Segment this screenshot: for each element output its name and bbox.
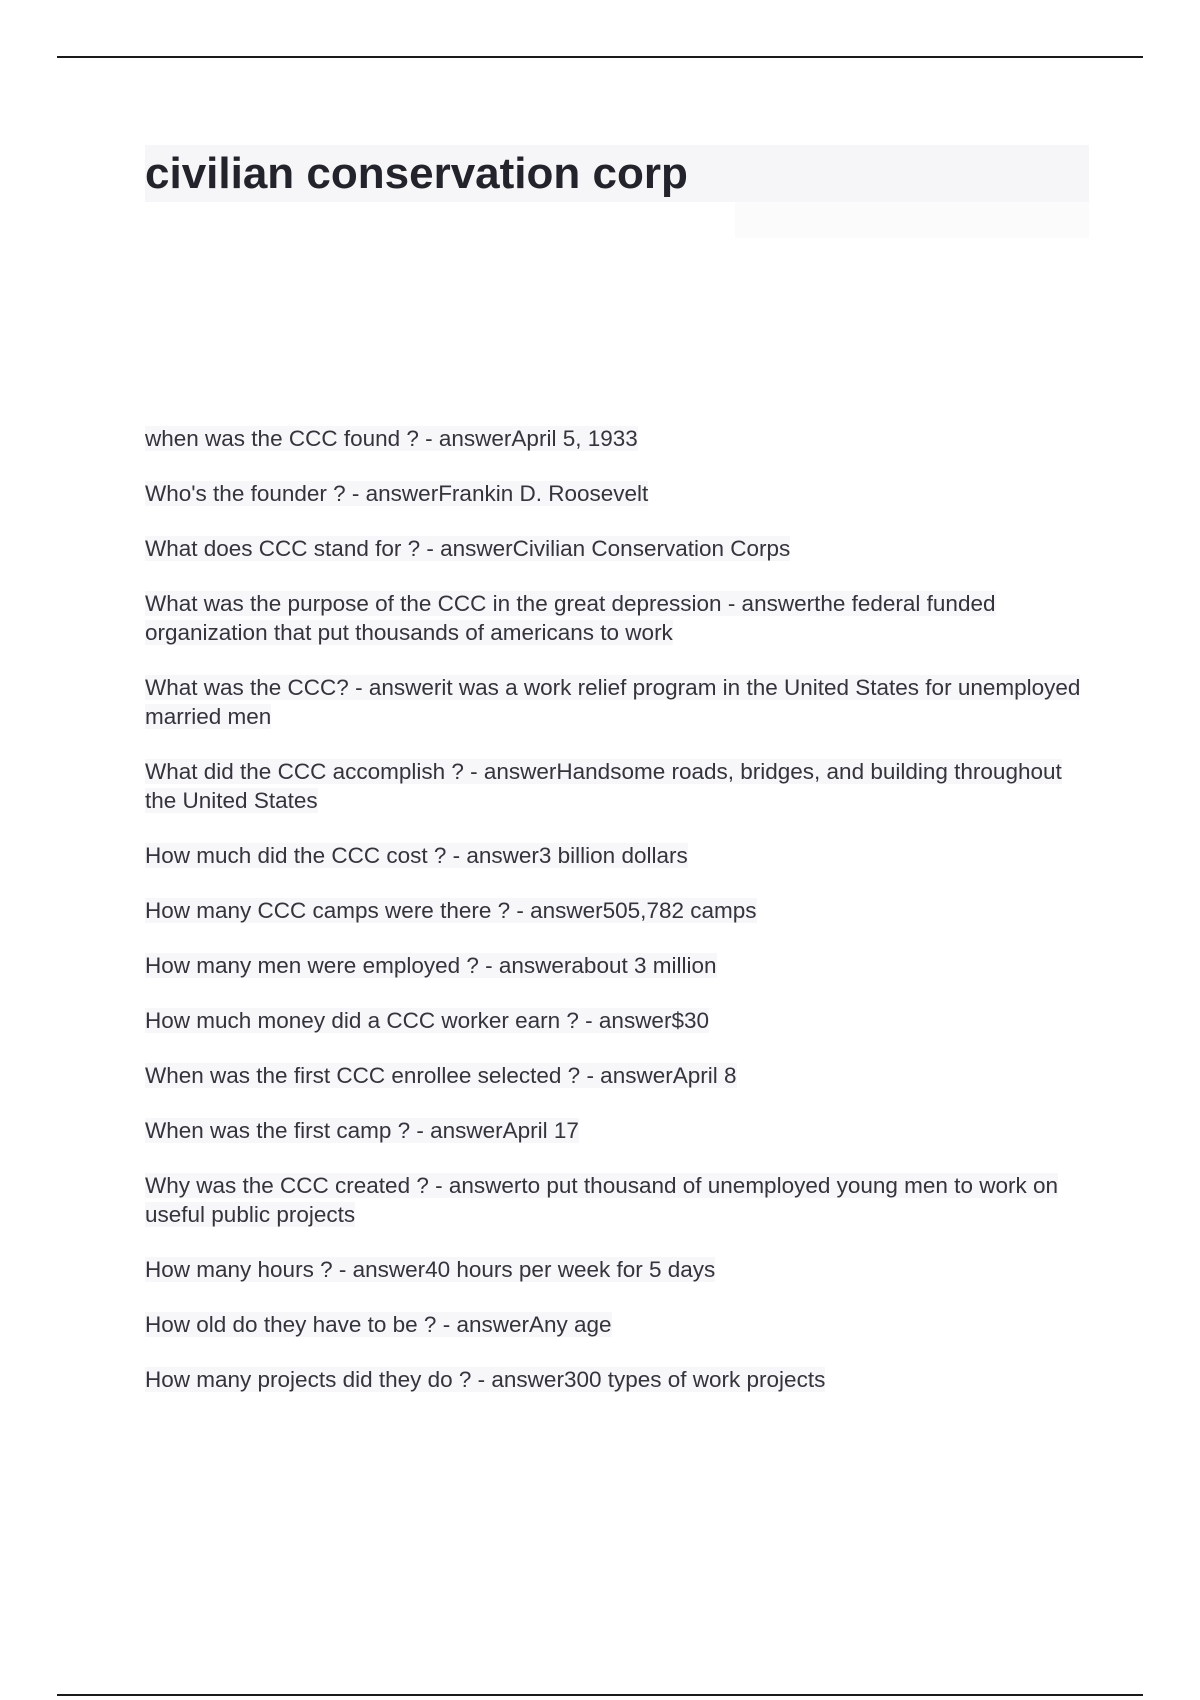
qa-text: How old do they have to be ? - answerAny age — [145, 1312, 612, 1337]
qa-item — [145, 1171, 1090, 1229]
qa-text: What was the CCC? - answerit was a work relief program in the United States for unemployed married men — [145, 675, 1081, 729]
qa-item — [145, 1061, 1090, 1090]
qa-text: How many hours ? - answer40 hours per week for 5 days — [145, 1257, 716, 1282]
qa-text: What did the CCC accomplish ? - answerHandsome roads, bridges, and building throughout the United States — [145, 759, 1062, 813]
qa-item — [145, 1365, 1090, 1394]
qa-item — [145, 951, 1090, 980]
qa-item — [145, 479, 1090, 508]
qa-text: When was the first camp ? - answerApril 17 — [145, 1118, 579, 1143]
title-highlight-tail — [735, 202, 1089, 238]
qa-item — [145, 673, 1090, 731]
qa-item — [145, 1310, 1090, 1339]
qa-text: How many CCC camps were there ? - answer505,782 camps — [145, 898, 757, 923]
qa-item — [145, 424, 1090, 453]
qa-item — [145, 589, 1090, 647]
qa-text: when was the CCC found ? - answerApril 5, 1933 — [145, 426, 638, 451]
qa-item — [145, 1255, 1090, 1284]
qa-list — [145, 424, 1090, 1420]
qa-text: How many projects did they do ? - answer300 types of work projects — [145, 1367, 826, 1392]
qa-text: How many men were employed ? - answerabout 3 million — [145, 953, 717, 978]
top-rule — [57, 56, 1143, 58]
qa-item — [145, 757, 1090, 815]
qa-text: What was the purpose of the CCC in the great depression - answerthe federal funded organization that put thousands of americans to work — [145, 591, 996, 645]
qa-text: How much did the CCC cost ? - answer3 billion dollars — [145, 843, 688, 868]
qa-text: Who's the founder ? - answerFrankin D. Roosevelt — [145, 481, 649, 506]
qa-item — [145, 896, 1090, 925]
qa-text: How much money did a CCC worker earn ? - answer$30 — [145, 1008, 709, 1033]
qa-text: What does CCC stand for ? - answerCivilian Conservation Corps — [145, 536, 791, 561]
bottom-rule — [57, 1694, 1143, 1696]
qa-item — [145, 1116, 1090, 1145]
qa-text: When was the first CCC enrollee selected ? - answerApril 8 — [145, 1063, 737, 1088]
qa-item — [145, 1006, 1090, 1035]
qa-item — [145, 841, 1090, 870]
qa-text: Why was the CCC created ? - answerto put thousand of unemployed young men to work on useful public projects — [145, 1173, 1058, 1227]
document-title: civilian conservation corp — [145, 149, 688, 198]
qa-item — [145, 534, 1090, 563]
